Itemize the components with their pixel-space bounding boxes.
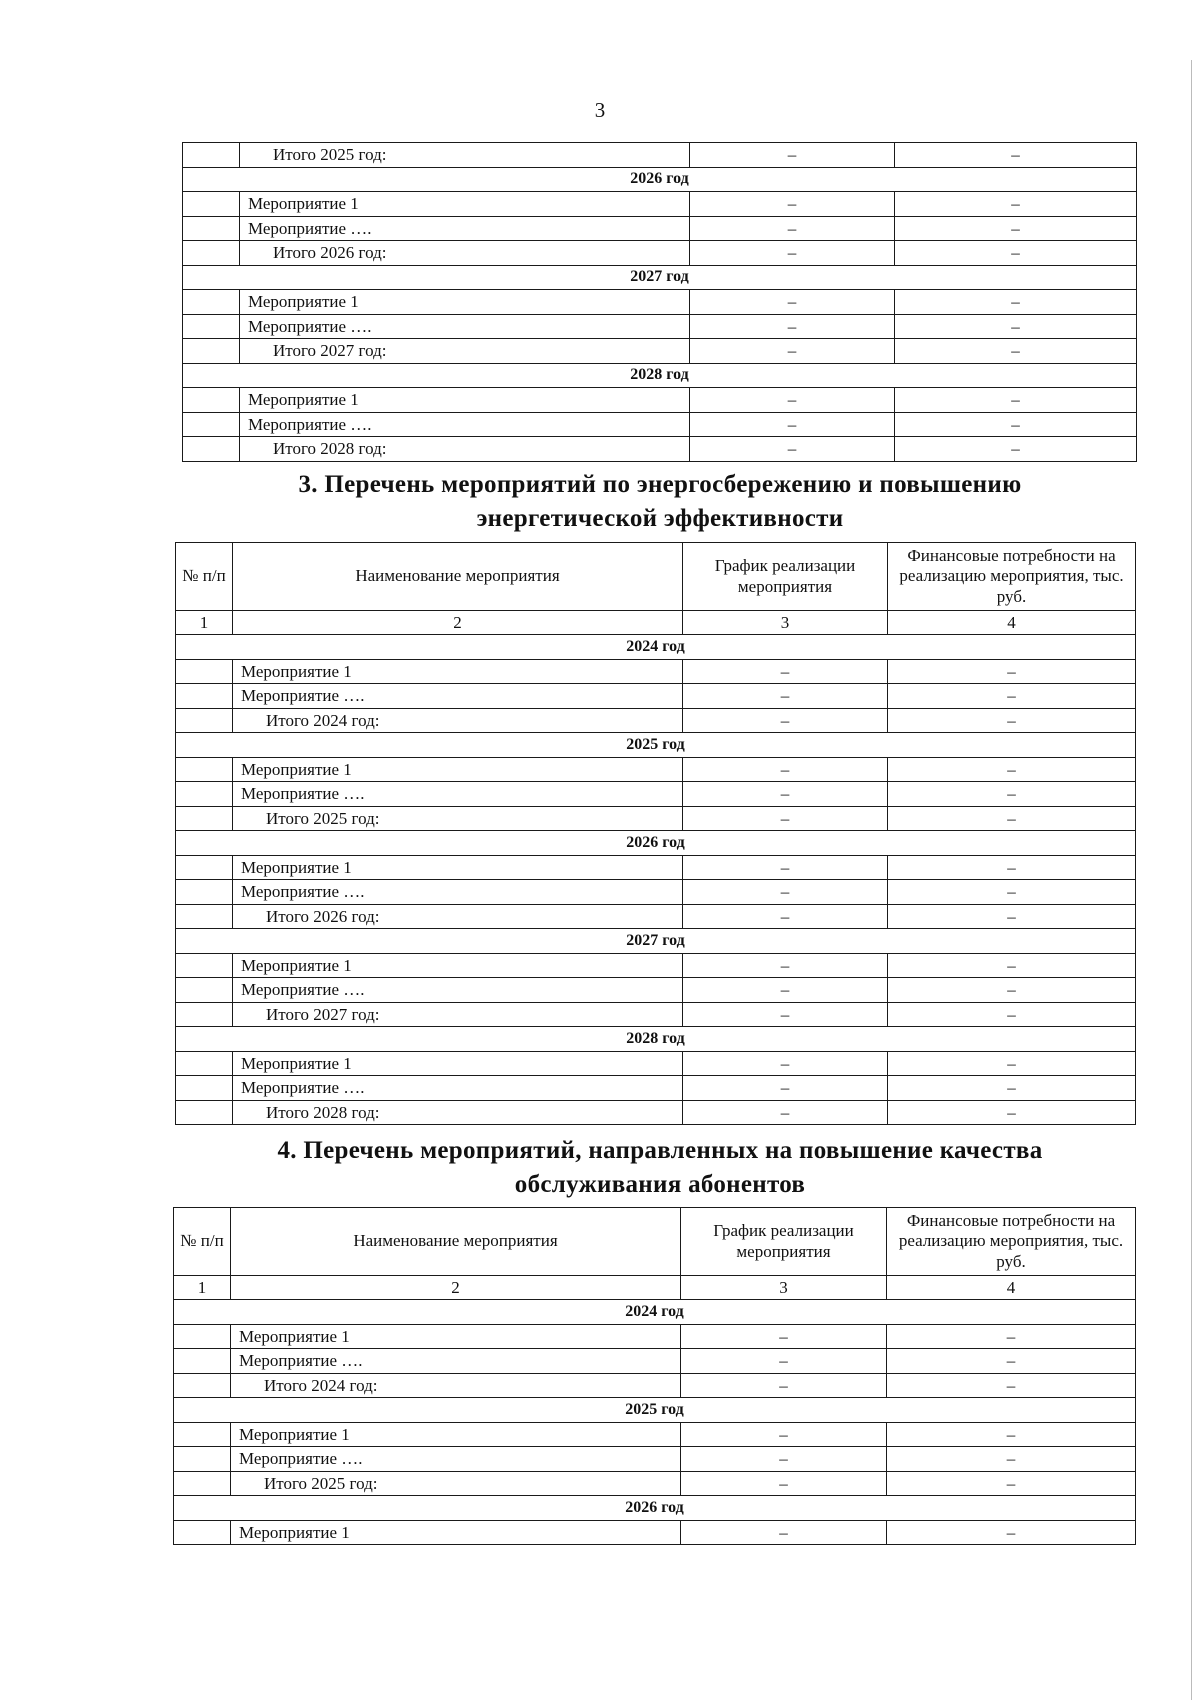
schedule-cell: – [683, 1051, 888, 1076]
measure-name: Мероприятие …. [240, 216, 690, 241]
row-number-cell [174, 1447, 231, 1472]
measure-name: Мероприятие 1 [231, 1422, 681, 1447]
total-label: Итого 2025 год: [231, 1471, 681, 1496]
year-row [183, 363, 1137, 388]
col-number-2: 2 [231, 1276, 681, 1300]
measure-name: Мероприятие …. [233, 880, 683, 905]
col-number-4: 4 [887, 1276, 1136, 1300]
finance-cell: – [895, 192, 1137, 217]
schedule-cell: – [683, 978, 888, 1003]
measure-row [174, 1520, 1136, 1545]
measure-row [176, 1051, 1136, 1076]
row-number-cell [176, 1051, 233, 1076]
schedule-cell: – [683, 904, 888, 929]
total-label: Итого 2026 год: [240, 241, 690, 266]
measure-row [183, 192, 1137, 217]
year-row [176, 831, 1136, 856]
row-number-cell [176, 806, 233, 831]
measure-row [176, 880, 1136, 905]
schedule-cell: – [683, 855, 888, 880]
row-number-cell [174, 1349, 231, 1374]
section-4-heading-line-2: обслуживания абонентов [514, 1170, 806, 1198]
year-label: 2026 год [183, 167, 1137, 192]
row-number-cell [176, 1002, 233, 1027]
schedule-cell: – [690, 241, 895, 266]
col-schedule-header: График реализации мероприятия [681, 1208, 887, 1276]
finance-cell: – [888, 855, 1136, 880]
measure-row [176, 978, 1136, 1003]
finance-cell: – [888, 880, 1136, 905]
year-label: 2024 год [174, 1300, 1136, 1325]
col-name-header: Наименование мероприятия [231, 1208, 681, 1276]
schedule-cell: – [683, 806, 888, 831]
total-label: Итого 2028 год: [233, 1100, 683, 1125]
schedule-cell: – [690, 216, 895, 241]
measure-row [176, 684, 1136, 709]
finance-cell: – [895, 437, 1137, 462]
column-number-row [176, 611, 1136, 635]
measure-name: Мероприятие 1 [231, 1520, 681, 1545]
year-row [176, 635, 1136, 660]
year-label: 2027 год [176, 929, 1136, 954]
finance-cell: – [895, 290, 1137, 315]
row-number-cell [183, 192, 240, 217]
row-number-cell [176, 684, 233, 709]
schedule-cell: – [681, 1349, 887, 1374]
col-finance-header: Финансовые потребности на реализацию мероприятия, тыс. руб. [888, 543, 1136, 611]
row-number-cell [174, 1471, 231, 1496]
row-number-cell [176, 659, 233, 684]
row-number-cell [174, 1520, 231, 1545]
scan-edge-line [1191, 60, 1192, 1700]
finance-cell: – [888, 782, 1136, 807]
year-row [176, 1027, 1136, 1052]
col-number-header: № п/п [174, 1208, 231, 1276]
page-number: 3 [594, 98, 606, 122]
finance-cell: – [887, 1520, 1136, 1545]
schedule-cell: – [683, 1100, 888, 1125]
schedule-cell: – [690, 388, 895, 413]
measure-row [183, 216, 1137, 241]
total-row [176, 1100, 1136, 1125]
measure-row [174, 1349, 1136, 1374]
total-row [174, 1471, 1136, 1496]
total-row [176, 708, 1136, 733]
schedule-cell: – [681, 1324, 887, 1349]
section-3-heading [180, 468, 1140, 536]
schedule-cell: – [683, 1076, 888, 1101]
year-label: 2026 год [174, 1496, 1136, 1521]
total-row [176, 904, 1136, 929]
col-schedule-header: График реализации мероприятия [683, 543, 888, 611]
col-finance-header: Финансовые потребности на реализацию мероприятия, тыс. руб. [887, 1208, 1136, 1276]
finance-cell: – [895, 339, 1137, 364]
year-label: 2025 год [176, 733, 1136, 758]
table-body [174, 1300, 1136, 1545]
finance-cell: – [888, 1100, 1136, 1125]
schedule-cell: – [690, 437, 895, 462]
finance-cell: – [887, 1373, 1136, 1398]
measure-name: Мероприятие 1 [240, 192, 690, 217]
row-number-cell [176, 782, 233, 807]
finance-cell: – [895, 143, 1137, 168]
row-number-cell [183, 437, 240, 462]
total-row [183, 143, 1137, 168]
schedule-cell: – [681, 1520, 887, 1545]
schedule-cell: – [681, 1447, 887, 1472]
row-number-cell [174, 1324, 231, 1349]
finance-cell: – [888, 1051, 1136, 1076]
schedule-cell: – [681, 1422, 887, 1447]
measure-name: Мероприятие 1 [233, 659, 683, 684]
total-row [183, 339, 1137, 364]
section-3-heading-line-1: 3. Перечень мероприятий по энергосбережению и повышению [298, 471, 1022, 498]
finance-cell: – [888, 659, 1136, 684]
measure-name: Мероприятие …. [240, 314, 690, 339]
table-header-row [174, 1208, 1136, 1276]
finance-cell: – [895, 412, 1137, 437]
total-label: Итого 2027 год: [240, 339, 690, 364]
row-number-cell [176, 708, 233, 733]
measure-name: Мероприятие 1 [233, 757, 683, 782]
measure-row [176, 1076, 1136, 1101]
col-number-4: 4 [888, 611, 1136, 635]
measure-row [183, 290, 1137, 315]
total-row [183, 437, 1137, 462]
schedule-cell: – [683, 1002, 888, 1027]
measure-name: Мероприятие …. [231, 1447, 681, 1472]
finance-cell: – [888, 684, 1136, 709]
row-number-cell [176, 880, 233, 905]
measure-name: Мероприятие …. [233, 684, 683, 709]
row-number-cell [183, 143, 240, 168]
measure-row [174, 1422, 1136, 1447]
measure-row [174, 1324, 1136, 1349]
row-number-cell [176, 855, 233, 880]
row-number-cell [183, 412, 240, 437]
measure-row [176, 855, 1136, 880]
total-row [176, 806, 1136, 831]
row-number-cell [176, 904, 233, 929]
finance-cell: – [887, 1447, 1136, 1472]
total-row [183, 241, 1137, 266]
finance-cell: – [888, 1076, 1136, 1101]
schedule-cell: – [690, 290, 895, 315]
row-number-cell [183, 388, 240, 413]
year-row [183, 265, 1137, 290]
year-label: 2026 год [176, 831, 1136, 856]
row-number-cell [176, 978, 233, 1003]
measure-row [174, 1447, 1136, 1472]
row-number-cell [174, 1373, 231, 1398]
section-4-heading [180, 1134, 1140, 1202]
col-number-header: № п/п [176, 543, 233, 611]
schedule-cell: – [683, 953, 888, 978]
measure-name: Мероприятие 1 [240, 290, 690, 315]
measure-name: Мероприятие …. [233, 782, 683, 807]
schedule-cell: – [690, 192, 895, 217]
total-label: Итого 2025 год: [240, 143, 690, 168]
table-body [183, 143, 1137, 462]
schedule-cell: – [683, 684, 888, 709]
row-number-cell [183, 314, 240, 339]
row-number-cell [176, 953, 233, 978]
col-name-header: Наименование мероприятия [233, 543, 683, 611]
schedule-cell: – [683, 782, 888, 807]
schedule-cell: – [683, 708, 888, 733]
row-number-cell [183, 241, 240, 266]
schedule-cell: – [683, 757, 888, 782]
col-number-2: 2 [233, 611, 683, 635]
year-label: 2024 год [176, 635, 1136, 660]
total-label: Итого 2025 год: [233, 806, 683, 831]
year-row [174, 1300, 1136, 1325]
finance-cell: – [888, 708, 1136, 733]
measure-row [183, 412, 1137, 437]
row-number-cell [183, 216, 240, 241]
measure-name: Мероприятие …. [231, 1349, 681, 1374]
measure-name: Мероприятие 1 [233, 953, 683, 978]
year-row [176, 733, 1136, 758]
column-number-row [174, 1276, 1136, 1300]
finance-cell: – [887, 1422, 1136, 1447]
measure-name: Мероприятие …. [233, 978, 683, 1003]
year-row [174, 1398, 1136, 1423]
schedule-cell: – [681, 1471, 887, 1496]
measure-row [176, 782, 1136, 807]
finance-cell: – [895, 314, 1137, 339]
measure-row [183, 388, 1137, 413]
schedule-cell: – [690, 412, 895, 437]
schedule-cell: – [690, 143, 895, 168]
measure-row [176, 659, 1136, 684]
table-section3-energy [175, 542, 1136, 1125]
total-label: Итого 2026 год: [233, 904, 683, 929]
schedule-cell: – [681, 1373, 887, 1398]
finance-cell: – [887, 1324, 1136, 1349]
schedule-cell: – [683, 880, 888, 905]
section-4-heading-line-1: 4. Перечень мероприятий, направленных на повышение качества [277, 1137, 1043, 1164]
total-row [174, 1373, 1136, 1398]
finance-cell: – [888, 904, 1136, 929]
total-row [176, 1002, 1136, 1027]
measure-name: Мероприятие 1 [240, 388, 690, 413]
year-row [176, 929, 1136, 954]
table-body [176, 635, 1136, 1125]
finance-cell: – [895, 241, 1137, 266]
finance-cell: – [895, 388, 1137, 413]
table-section4-service [173, 1207, 1136, 1545]
row-number-cell [183, 339, 240, 364]
measure-row [183, 314, 1137, 339]
measure-row [176, 953, 1136, 978]
year-label: 2025 год [174, 1398, 1136, 1423]
year-label: 2027 год [183, 265, 1137, 290]
finance-cell: – [888, 806, 1136, 831]
finance-cell: – [887, 1471, 1136, 1496]
total-label: Итого 2024 год: [231, 1373, 681, 1398]
measure-name: Мероприятие 1 [233, 855, 683, 880]
measure-name: Мероприятие 1 [233, 1051, 683, 1076]
col-number-3: 3 [683, 611, 888, 635]
finance-cell: – [888, 757, 1136, 782]
col-number-1: 1 [174, 1276, 231, 1300]
finance-cell: – [888, 978, 1136, 1003]
finance-cell: – [888, 953, 1136, 978]
table-section2-continued [182, 142, 1137, 462]
schedule-cell: – [690, 339, 895, 364]
measure-name: Мероприятие …. [240, 412, 690, 437]
row-number-cell [183, 290, 240, 315]
row-number-cell [176, 1076, 233, 1101]
measure-row [176, 757, 1136, 782]
measure-name: Мероприятие …. [233, 1076, 683, 1101]
finance-cell: – [887, 1349, 1136, 1374]
schedule-cell: – [690, 314, 895, 339]
row-number-cell [176, 1100, 233, 1125]
finance-cell: – [895, 216, 1137, 241]
col-number-1: 1 [176, 611, 233, 635]
measure-name: Мероприятие 1 [231, 1324, 681, 1349]
finance-cell: – [888, 1002, 1136, 1027]
row-number-cell [176, 757, 233, 782]
total-label: Итого 2028 год: [240, 437, 690, 462]
row-number-cell [174, 1422, 231, 1447]
year-label: 2028 год [176, 1027, 1136, 1052]
year-row [183, 167, 1137, 192]
year-row [174, 1496, 1136, 1521]
total-label: Итого 2027 год: [233, 1002, 683, 1027]
total-label: Итого 2024 год: [233, 708, 683, 733]
year-label: 2028 год [183, 363, 1137, 388]
schedule-cell: – [683, 659, 888, 684]
col-number-3: 3 [681, 1276, 887, 1300]
section-3-heading-line-2: энергетической эффективности [476, 504, 844, 532]
table-header-row [176, 543, 1136, 611]
